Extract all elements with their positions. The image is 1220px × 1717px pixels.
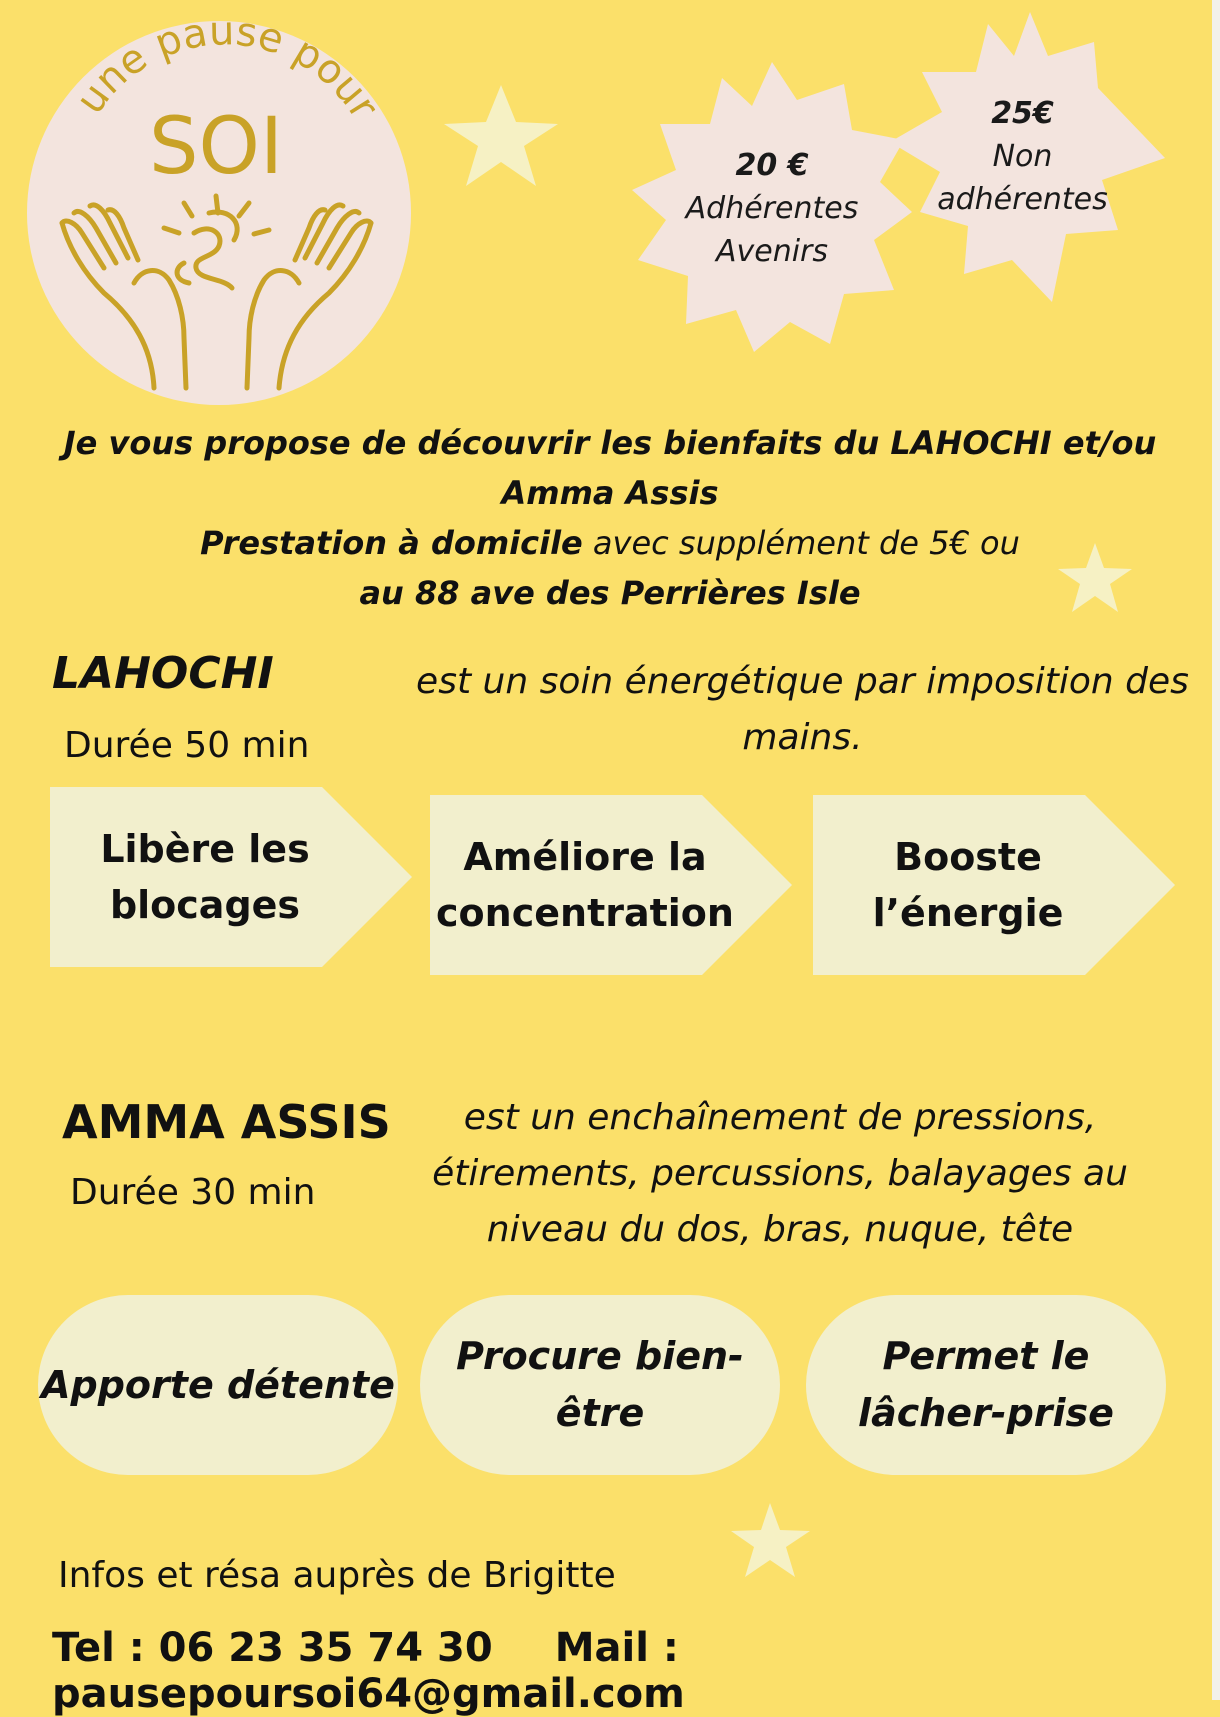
benefit-arrow xyxy=(813,795,1175,975)
amma-description xyxy=(410,1090,1150,1258)
price-badge-non-members xyxy=(880,12,1165,302)
price-amount: 25€ xyxy=(991,96,1054,131)
benefit-label: Améliore la xyxy=(463,835,707,879)
amma-description-line: niveau du dos, bras, nuque, tête xyxy=(486,1209,1074,1250)
price-label: Non xyxy=(992,139,1053,174)
intro-text xyxy=(40,418,1180,618)
price-badge-members xyxy=(632,62,912,352)
lahochi-title: LAHOCHI xyxy=(52,648,274,699)
benefit-arrow xyxy=(430,795,792,975)
benefit-label: Apporte détente xyxy=(41,1362,395,1407)
logo xyxy=(24,18,414,408)
price-amount: 20 € xyxy=(735,148,809,183)
benefit-label: Booste xyxy=(894,835,1042,879)
amma-description-line: est un enchaînement de pressions, xyxy=(463,1097,1097,1138)
amma-description-line: étirements, percussions, balayages au xyxy=(432,1153,1128,1194)
star-icon xyxy=(436,80,566,190)
amma-title: AMMA ASSIS xyxy=(62,1095,391,1149)
intro-line: au 88 ave des Perrières Isle xyxy=(359,574,861,612)
benefit-label: Permet le xyxy=(882,1334,1090,1378)
intro-line: avec supplément de 5€ ou xyxy=(582,524,1020,562)
page-edge xyxy=(1212,0,1220,1700)
benefit-label: blocages xyxy=(109,883,301,927)
contact-line xyxy=(52,1625,1220,1717)
benefit-arrow xyxy=(50,787,412,967)
phone-number[interactable]: Tel : 06 23 35 74 30 xyxy=(52,1625,493,1671)
amma-duration: Durée 30 min xyxy=(70,1172,316,1213)
star-icon xyxy=(728,1500,813,1580)
benefit-label: Libère les xyxy=(100,827,310,871)
benefit-label: l’énergie xyxy=(872,891,1064,935)
benefit-pill xyxy=(806,1295,1166,1475)
price-label: Adhérentes xyxy=(685,191,859,226)
logo-arc-text: une pause pour xyxy=(67,18,387,127)
benefit-pill xyxy=(38,1295,398,1475)
intro-line-bold: Prestation à domicile xyxy=(200,524,583,562)
lahochi-duration: Durée 50 min xyxy=(64,725,310,766)
infos-text: Infos et résa auprès de Brigitte xyxy=(58,1555,616,1596)
intro-line: Amma Assis xyxy=(501,474,719,512)
benefit-pill xyxy=(420,1295,780,1475)
lahochi-description: est un soin énergétique par imposition des mains. xyxy=(416,661,1189,758)
logo-title: SOI xyxy=(149,102,283,192)
benefit-label: Procure bien-être xyxy=(456,1334,744,1435)
price-label: Avenirs xyxy=(715,234,829,269)
price-label: adhérentes xyxy=(937,182,1108,217)
benefit-label: concentration xyxy=(436,891,734,935)
email-address[interactable]: Mail : pausepoursoi64@gmail.com xyxy=(52,1625,685,1717)
benefit-label: lâcher-prise xyxy=(858,1391,1114,1435)
intro-line: Je vous propose de découvrir les bienfaits du LAHOCHI et/ou xyxy=(63,424,1157,462)
